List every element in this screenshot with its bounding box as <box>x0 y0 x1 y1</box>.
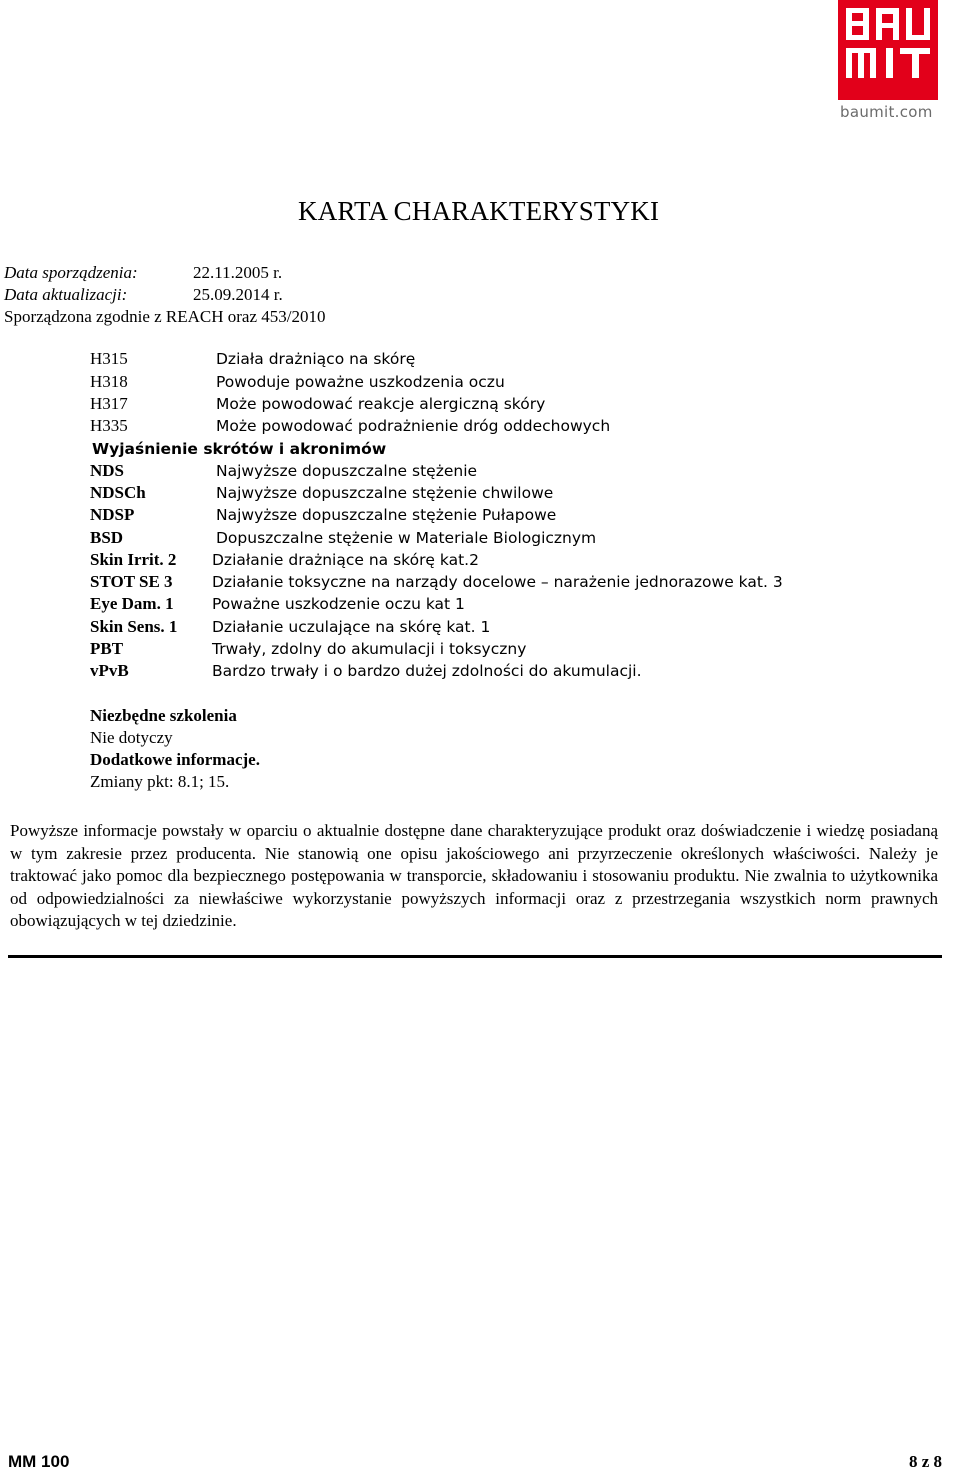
hazard-text: Działa drażniąco na skórę <box>216 350 416 368</box>
hazard-code: H315 <box>90 349 128 368</box>
hazard-row <box>0 415 960 437</box>
abbrev-text: Najwyższe dopuszczalne stężenie Pułapowe <box>216 506 557 524</box>
abbrev-text: Najwyższe dopuszczalne stężenie <box>216 462 478 480</box>
divider-line <box>8 955 942 958</box>
abbrev-text: Działanie uczulające na skórę kat. 1 <box>212 618 491 636</box>
training-value: Nie dotyczy <box>90 728 173 747</box>
abbrev-row <box>0 660 960 682</box>
brand-url: baumit.com <box>840 103 933 121</box>
training-heading-row <box>0 705 960 727</box>
abbrev-row <box>0 638 960 660</box>
updated-date-label <box>4 284 127 306</box>
abbrev-code: vPvB <box>90 661 129 680</box>
abbrev-row <box>0 527 960 549</box>
training-value-row <box>0 727 960 749</box>
abbrev-heading: Wyjaśnienie skrótów i akronimów <box>92 440 387 458</box>
training-heading: Niezbędne szkolenia <box>90 706 237 725</box>
abbrev-code: PBT <box>90 639 124 658</box>
hazard-row <box>0 393 960 415</box>
updated-date-value: 25.09.2014 r. <box>193 285 283 304</box>
compliance-note: Sporządzona zgodnie z REACH oraz 453/2010 <box>4 307 326 326</box>
abbrev-code: NDS <box>90 461 125 480</box>
prepared-date-label <box>4 262 138 284</box>
abbrev-code: Skin Sens. 1 <box>90 617 178 636</box>
abbrev-text: Poważne uszkodzenie oczu kat 1 <box>212 595 465 613</box>
updated-label: Data aktualizacji: <box>4 285 128 304</box>
abbrev-code: Eye Dam. 1 <box>90 594 174 613</box>
footer-page-number: 8 z 8 <box>908 1452 942 1471</box>
hazard-row <box>0 371 960 393</box>
abbrev-row <box>0 593 960 615</box>
abbrev-code: NDSP <box>90 505 135 524</box>
abbrev-code: Skin Irrit. 2 <box>90 550 177 569</box>
additional-value-row <box>0 771 960 793</box>
abbrev-row <box>0 504 960 526</box>
hazard-text: Może powodować podrażnienie dróg oddechowych <box>216 417 611 435</box>
abbrev-row <box>0 482 960 504</box>
hazard-text: Powoduje poważne uszkodzenia oczu <box>216 373 505 391</box>
additional-heading-row <box>0 749 960 771</box>
abbrev-row <box>0 571 960 593</box>
hazard-code: H317 <box>90 394 128 413</box>
prepared-label: Data sporządzenia: <box>4 263 138 282</box>
hazard-text: Może powodować reakcje alergiczną skóry <box>216 395 546 413</box>
hazard-code: H318 <box>90 372 128 391</box>
abbrev-text: Najwyższe dopuszczalne stężenie chwilowe <box>216 484 554 502</box>
disclaimer-paragraph: Powyższe informacje powstały w oparciu o aktualnie dostępne dane charakteryzujące produkt oraz doświadczenie i wiedzę posiadaną w tym zakresie przez producenta. Nie stanowią one opisu jakościowego ani przyrzeczenie określonych właściwości. Należy je traktować jako pomoc dla bezpiecznego postępowania w transporcie, składowaniu i stosowaniu produktu. Nie zwalnia to użytkownika od odpowiedzialności za niewłaściwe wykorzystanie powyższych informacji oraz z przestrzegania wszystkich norm prawnych obowiązujących w tej dziedzinie. <box>10 821 938 930</box>
abbrev-text: Bardzo trwały i o bardzo dużej zdolności do akumulacji. <box>212 662 642 680</box>
abbrev-text: Dopuszczalne stężenie w Materiale Biologicznym <box>216 529 597 547</box>
hazard-code: H335 <box>90 416 128 435</box>
additional-heading: Dodatkowe informacje. <box>90 750 260 769</box>
abbrev-heading-row <box>0 438 960 460</box>
abbrev-row <box>0 460 960 482</box>
hazard-row <box>0 348 960 370</box>
footer-product-code: MM 100 <box>8 1452 70 1471</box>
abbrev-code: STOT SE 3 <box>90 572 173 591</box>
abbrev-code: BSD <box>90 528 124 547</box>
prepared-date-value: 22.11.2005 r. <box>193 263 283 282</box>
abbrev-text: Trwały, zdolny do akumulacji i toksyczny <box>212 640 527 658</box>
abbrev-row <box>0 549 960 571</box>
abbrev-text: Działanie toksyczne na narządy docelowe – narażenie jednorazowe kat. 3 <box>212 573 783 591</box>
abbrev-text: Działanie drażniące na skórę kat.2 <box>212 551 479 569</box>
abbrev-code: NDSCh <box>90 483 146 502</box>
abbrev-row <box>0 616 960 638</box>
document-title: KARTA CHARAKTERYSTYKI <box>298 196 660 226</box>
additional-value: Zmiany pkt: 8.1; 15. <box>90 772 230 791</box>
